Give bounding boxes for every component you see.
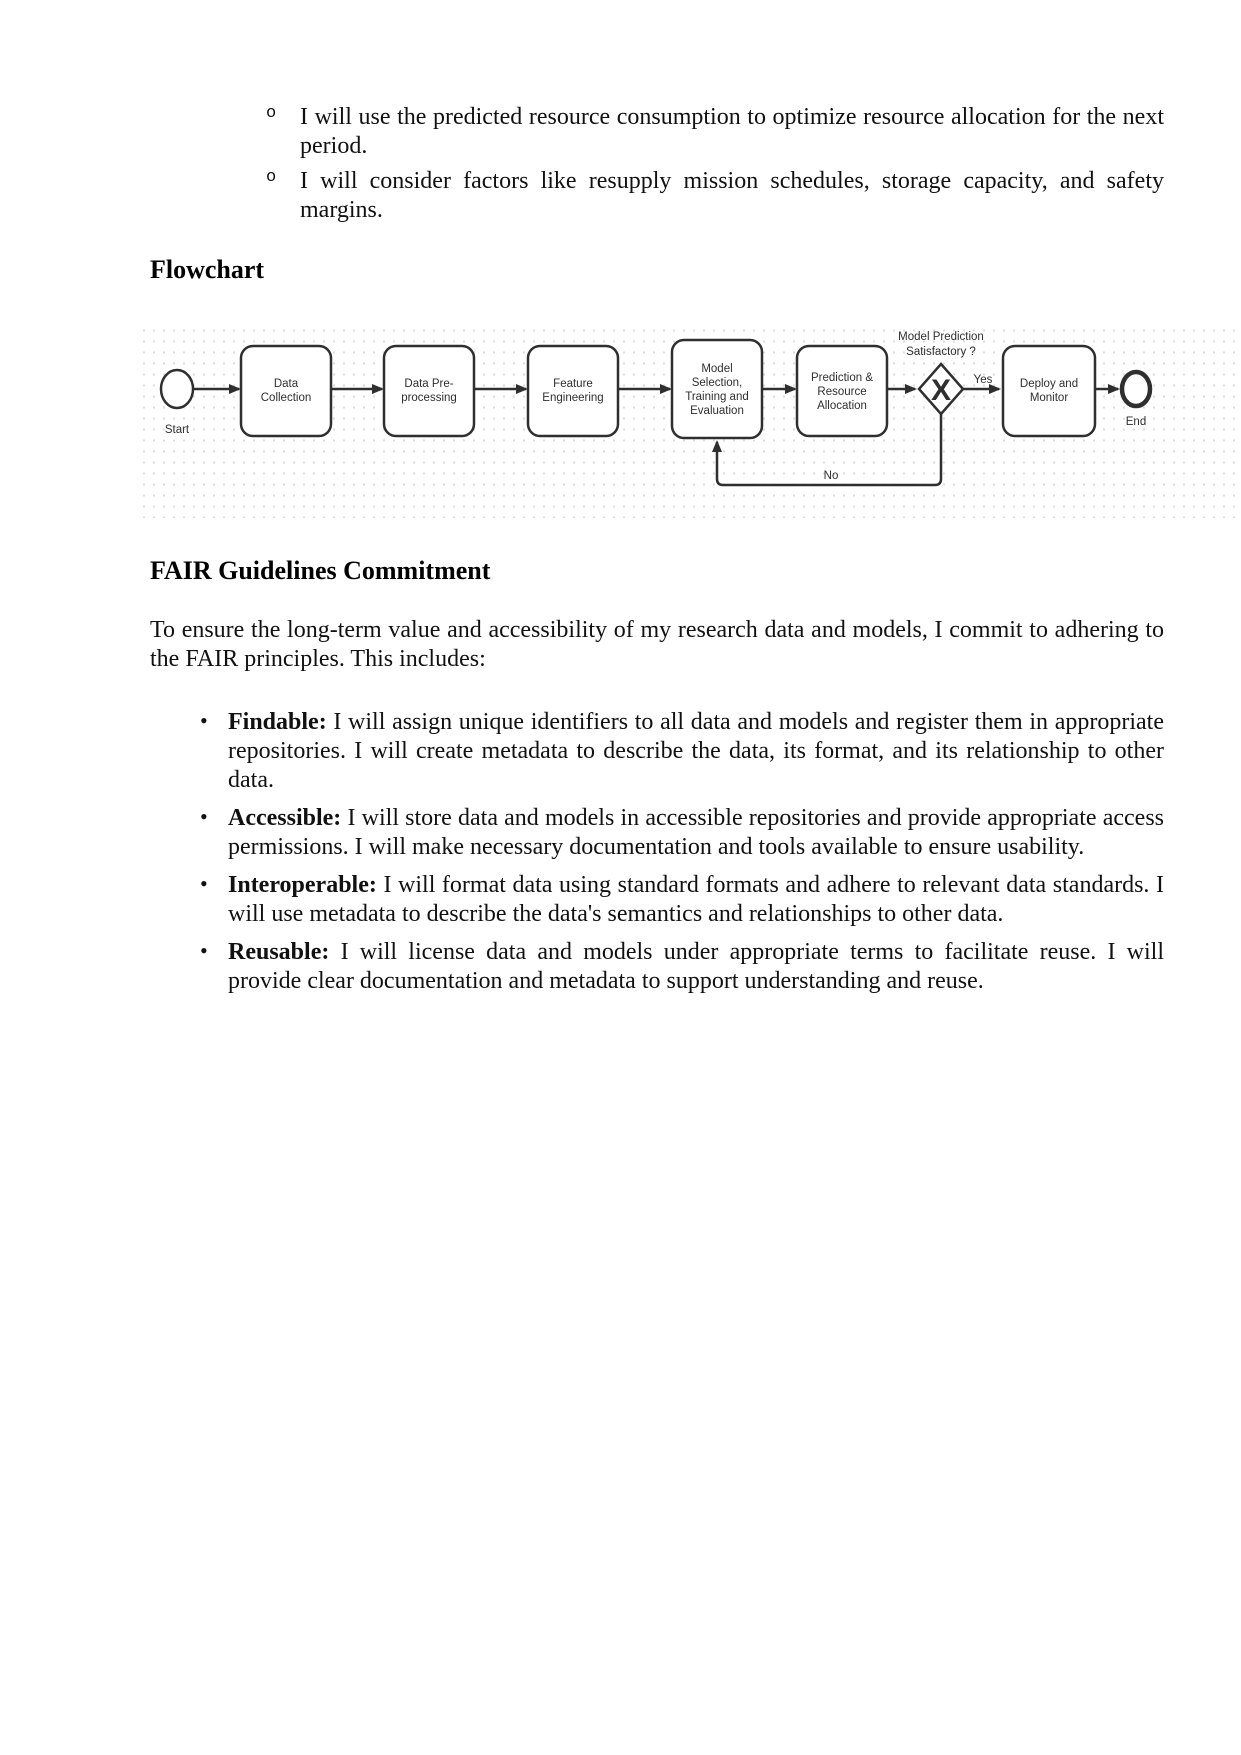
bullet-term: Reusable: (228, 939, 330, 965)
circle-bullet-marker: o (266, 168, 277, 187)
bullet-body: I will assign unique identifiers to all data and models and register them in appropriate repositories. I will create metadata to describe the data, its format, and its relationship to other data. (228, 709, 1165, 793)
list-item (150, 708, 1164, 795)
flowchart-canvas (137, 323, 1237, 518)
node-label-line: Evaluation (690, 405, 744, 417)
disc-bullet-marker: • (200, 708, 208, 733)
flow-node-feature-engineering (528, 346, 618, 436)
list-item (150, 103, 1164, 161)
node-label-line: Data Pre- (404, 378, 454, 390)
bullet-text: I will consider factors like resupply mission schedules, storage capacity, and safety margins. (300, 168, 1164, 223)
bullet-term: Accessible: (228, 805, 342, 831)
no-branch-label: No (823, 470, 839, 482)
node-label-line: Training and (685, 391, 749, 403)
bullet-text (228, 804, 1164, 862)
bullet-term: Findable: (228, 709, 327, 735)
list-item (150, 804, 1164, 862)
flow-node-data-preprocessing (384, 346, 474, 436)
node-label-line: Collection (260, 392, 312, 404)
bullet-text (228, 871, 1164, 929)
bullet-term: Interoperable: (228, 872, 377, 898)
flowchart-diagram (137, 323, 1237, 518)
flow-node-model-selection (672, 340, 762, 438)
node-label-line: Engineering (542, 392, 604, 404)
node-label-line: Feature (553, 378, 593, 390)
disc-bullet-marker: • (200, 871, 208, 896)
disc-bullet-marker: • (200, 938, 208, 963)
node-label-line: Monitor (1029, 392, 1069, 404)
fair-intro-paragraph: To ensure the long-term value and accessibility of my research data and models, I commit to adhering to the FAIR principles. This includes: (150, 617, 1164, 672)
list-item (150, 871, 1164, 929)
bullet-body: I will format data using standard formats and adhere to relevant data standards. I will use metadata to describe the data's semantics and relationships to other data. (228, 872, 1165, 927)
node-label-line: Selection, (691, 377, 743, 389)
fair-bullet-list (150, 708, 1164, 996)
gateway-question-line: Model Prediction (898, 331, 984, 343)
node-label-line: processing (401, 392, 457, 404)
disc-bullet-marker: • (200, 804, 208, 829)
bullet-text (228, 708, 1164, 795)
bullet-text: I will use the predicted resource consumption to optimize resource allocation for the next period. (300, 104, 1164, 159)
bullet-text (228, 938, 1164, 996)
node-label-line: Prediction & (810, 372, 874, 384)
node-label-line: Data (273, 378, 299, 390)
node-label-line: Resource (817, 386, 867, 398)
bullet-body: I will store data and models in accessible repositories and provide appropriate access permissions. I will make necessary documentation and tools available to ensure usability. (228, 805, 1165, 860)
x-gateway-icon: X (930, 374, 952, 407)
end-event-circle (1122, 372, 1150, 406)
start-event-circle (161, 370, 193, 408)
end-label: End (1125, 416, 1147, 428)
bullet-body: I will license data and models under appropriate terms to facilitate reuse. I will provide clear documentation and metadata to support understanding and reuse. (228, 939, 1165, 994)
flowchart-heading: Flowchart (150, 255, 265, 284)
list-item (150, 167, 1164, 225)
yes-branch-label: Yes (973, 374, 993, 386)
list-item (150, 938, 1164, 996)
flow-node-deploy-monitor (1003, 346, 1095, 436)
flow-node-data-collection (241, 346, 331, 436)
node-label-line: Allocation (817, 400, 867, 412)
start-label: Start (164, 424, 190, 436)
circle-bullet-marker: o (266, 104, 277, 123)
node-label-line: Model (701, 363, 733, 375)
intro-bullet-list (150, 103, 1164, 225)
gateway-question-line: Satisfactory ? (906, 346, 976, 358)
node-label-line: Deploy and (1019, 378, 1079, 390)
fair-heading: FAIR Guidelines Commitment (150, 556, 491, 585)
